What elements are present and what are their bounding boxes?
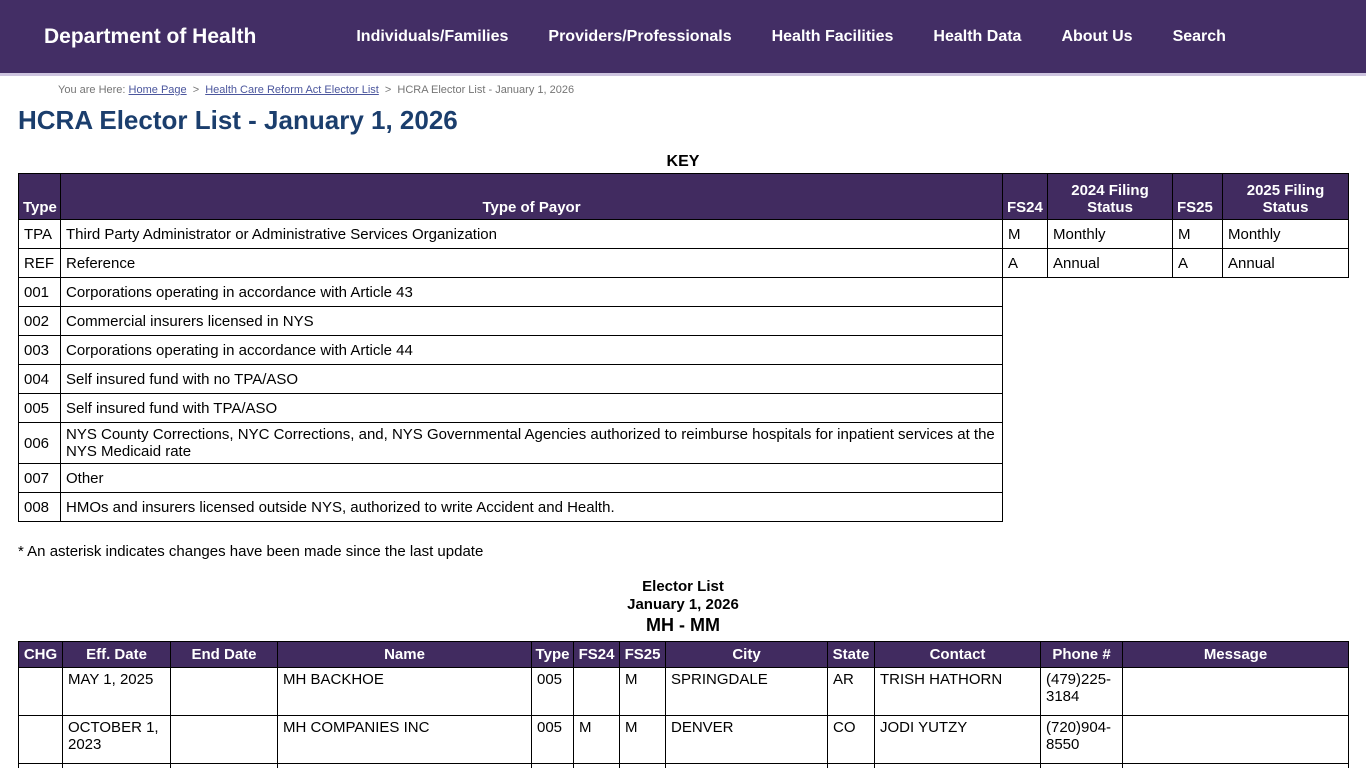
- elector-list-range: MH - MM: [646, 615, 720, 635]
- elector-cell-phone: (479)225-3184: [1041, 668, 1123, 716]
- key-cell-type: 004: [19, 365, 61, 394]
- elector-cell-eff-date: MAY 1, 2025: [63, 668, 171, 716]
- breadcrumb-current-page: HCRA Elector List - January 1, 2026: [397, 84, 575, 96]
- key-cell-empty: [1003, 493, 1349, 522]
- key-table-row: [19, 423, 1349, 464]
- key-table-header-row: [19, 174, 1349, 220]
- key-cell-empty: [1003, 394, 1349, 423]
- key-cell-type: 003: [19, 336, 61, 365]
- elector-cell-fs24: M: [574, 716, 620, 764]
- elector-cell-phone: [1041, 764, 1123, 768]
- elector-column-header: FS24: [574, 642, 620, 668]
- key-cell-type: 008: [19, 493, 61, 522]
- elector-cell-type: 005: [532, 668, 574, 716]
- elector-cell-contact: TRISH HATHORN: [875, 668, 1041, 716]
- elector-column-header: Message: [1123, 642, 1349, 668]
- nav-item-about-us[interactable]: About Us: [1061, 27, 1133, 45]
- key-column-header: Type: [19, 174, 61, 220]
- elector-cell-fs25: M: [620, 716, 666, 764]
- key-cell-empty: [1003, 423, 1349, 464]
- key-cell: A: [1003, 249, 1048, 278]
- elector-table-row: [19, 764, 1349, 768]
- key-cell-payor: Corporations operating in accordance with Article 43: [61, 278, 1003, 307]
- breadcrumb-separator: >: [384, 84, 392, 96]
- key-cell: Annual: [1223, 249, 1349, 278]
- key-table-row: [19, 394, 1349, 423]
- key-cell-empty: [1003, 307, 1349, 336]
- key-cell-empty: [1003, 464, 1349, 493]
- elector-table-header-row: [19, 642, 1349, 668]
- key-cell-payor: HMOs and insurers licensed outside NYS, authorized to write Accident and Health.: [61, 493, 1003, 522]
- elector-column-header: Contact: [875, 642, 1041, 668]
- key-cell-payor: Self insured fund with no TPA/ASO: [61, 365, 1003, 394]
- nav-item-health-facilities[interactable]: Health Facilities: [771, 27, 894, 45]
- elector-column-header: Eff. Date: [63, 642, 171, 668]
- breadcrumb-prefix: You are Here:: [58, 84, 126, 96]
- elector-cell-state: [828, 764, 875, 768]
- elector-cell-chg: [19, 764, 63, 768]
- key-table-row: [19, 307, 1349, 336]
- elector-cell-state: CO: [828, 716, 875, 764]
- elector-cell-fs24: [574, 668, 620, 716]
- elector-cell-chg: [19, 716, 63, 764]
- elector-cell-end-date: [171, 716, 278, 764]
- elector-cell-type: [532, 764, 574, 768]
- nav-item-health-data[interactable]: Health Data: [933, 27, 1022, 45]
- key-cell: TPA: [19, 220, 61, 249]
- key-table-row: [19, 493, 1349, 522]
- elector-cell-message: [1123, 764, 1349, 768]
- key-table-row: [19, 365, 1349, 394]
- key-cell-type: 006: [19, 423, 61, 464]
- elector-cell-contact: JODI YUTZY: [875, 716, 1041, 764]
- key-cell-empty: [1003, 336, 1349, 365]
- elector-cell-fs25: [620, 764, 666, 768]
- elector-column-header: FS25: [620, 642, 666, 668]
- key-cell: M: [1173, 220, 1223, 249]
- breadcrumb-link-home-page[interactable]: Home Page: [128, 84, 187, 96]
- nav-item-search[interactable]: Search: [1172, 27, 1226, 45]
- key-column-header: Type of Payor: [61, 174, 1003, 220]
- key-cell: M: [1003, 220, 1048, 249]
- key-cell-payor: Self insured fund with TPA/ASO: [61, 394, 1003, 423]
- key-cell-payor: Commercial insurers licensed in NYS: [61, 307, 1003, 336]
- site-brand[interactable]: Department of Health: [44, 24, 257, 48]
- key-cell: Third Party Administrator or Administrative Services Organization: [61, 220, 1003, 249]
- elector-cell-fs25: M: [620, 668, 666, 716]
- key-cell: REF: [19, 249, 61, 278]
- breadcrumb-separator: >: [192, 84, 200, 96]
- key-column-header: 2025 Filing Status: [1223, 174, 1349, 220]
- key-cell-type: 002: [19, 307, 61, 336]
- elector-column-header: City: [666, 642, 828, 668]
- key-cell-type: 007: [19, 464, 61, 493]
- key-table-row: [19, 249, 1349, 278]
- elector-cell-name: MH BACKHOE: [278, 668, 532, 716]
- elector-cell-eff-date: [63, 764, 171, 768]
- key-cell: A: [1173, 249, 1223, 278]
- elector-cell-fs24: [574, 764, 620, 768]
- elector-table-row: [19, 716, 1349, 764]
- key-table-heading: KEY: [666, 153, 700, 170]
- nav-item-providers-professionals[interactable]: Providers/Professionals: [548, 27, 732, 45]
- key-cell-payor: Other: [61, 464, 1003, 493]
- elector-cell-city: SPRINGDALE: [666, 668, 828, 716]
- key-cell: Monthly: [1048, 220, 1173, 249]
- elector-column-header: CHG: [19, 642, 63, 668]
- elector-list-title: Elector List: [642, 578, 724, 595]
- elector-cell-eff-date: OCTOBER 1, 2023: [63, 716, 171, 764]
- breadcrumb: [0, 76, 1366, 96]
- elector-cell-state: AR: [828, 668, 875, 716]
- key-column-header: FS24: [1003, 174, 1048, 220]
- top-navigation-bar: [0, 0, 1366, 73]
- elector-cell-city: DENVER: [666, 716, 828, 764]
- key-table-row: [19, 464, 1349, 493]
- key-cell-type: 001: [19, 278, 61, 307]
- elector-column-header: Phone #: [1041, 642, 1123, 668]
- elector-cell-name: [278, 764, 532, 768]
- elector-column-header: State: [828, 642, 875, 668]
- elector-cell-message: [1123, 716, 1349, 764]
- page-title: HCRA Elector List - January 1, 2026: [18, 105, 458, 135]
- asterisk-note: * An asterisk indicates changes have been made since the last update: [18, 543, 484, 560]
- key-cell-empty: [1003, 365, 1349, 394]
- key-cell: Reference: [61, 249, 1003, 278]
- elector-cell-city: [666, 764, 828, 768]
- key-column-header: 2024 Filing Status: [1048, 174, 1173, 220]
- key-table-row: [19, 220, 1349, 249]
- elector-list-heading: [0, 578, 1366, 637]
- elector-column-header: End Date: [171, 642, 278, 668]
- elector-cell-end-date: [171, 668, 278, 716]
- elector-list-table: [18, 641, 1349, 768]
- key-table-row: [19, 336, 1349, 365]
- elector-column-header: Type: [532, 642, 574, 668]
- key-table-row: [19, 278, 1349, 307]
- elector-cell-end-date: [171, 764, 278, 768]
- key-column-header: FS25: [1173, 174, 1223, 220]
- elector-table-row: [19, 668, 1349, 716]
- elector-cell-name: MH COMPANIES INC: [278, 716, 532, 764]
- elector-cell-type: 005: [532, 716, 574, 764]
- key-cell-payor: Corporations operating in accordance with Article 44: [61, 336, 1003, 365]
- key-cell: Annual: [1048, 249, 1173, 278]
- nav-item-individuals-families[interactable]: Individuals/Families: [356, 27, 509, 45]
- breadcrumb-link-hcra-elector-list[interactable]: Health Care Reform Act Elector List: [205, 84, 379, 96]
- key-cell: Monthly: [1223, 220, 1349, 249]
- key-cell-empty: [1003, 278, 1349, 307]
- elector-cell-phone: (720)904-8550: [1041, 716, 1123, 764]
- elector-cell-chg: [19, 668, 63, 716]
- elector-cell-contact: [875, 764, 1041, 768]
- main-nav: [356, 28, 1226, 46]
- key-cell-payor: NYS County Corrections, NYC Corrections, and, NYS Governmental Agencies authorized to reimburse hospitals for inpatient services at the NYS Medicaid rate: [61, 423, 1003, 464]
- elector-cell-message: [1123, 668, 1349, 716]
- elector-list-date: January 1, 2026: [627, 596, 739, 613]
- elector-column-header: Name: [278, 642, 532, 668]
- key-table: [18, 173, 1349, 522]
- key-cell-type: 005: [19, 394, 61, 423]
